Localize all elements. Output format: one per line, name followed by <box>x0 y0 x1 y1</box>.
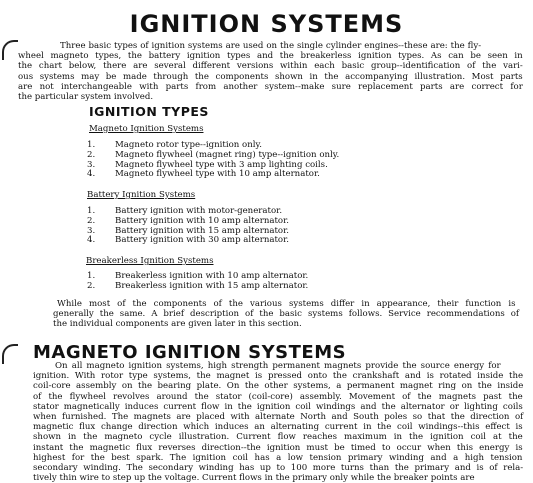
magneto-section-line: secondary winding. The secondary winding has up to 100 more turns than the primary and is of rela- <box>33 463 524 474</box>
list-item-text: Battery ignition with motor-generator. <box>115 206 283 216</box>
list-item-text: Breakerless ignition with 15 amp alternator. <box>115 280 309 291</box>
magneto-section-line: highest for the best spark. The ignition coil has a low tension primary winding and a high tension <box>33 452 523 463</box>
list-item-text: Magneto flywheel type with 3 amp lighting coils. <box>115 159 328 170</box>
list-item-number: 1. <box>87 206 96 216</box>
intro-line: the chart below, there are several different versions within each basic group--identification of the vari- <box>18 61 523 72</box>
magneto-section-line: shown in the magneto cycle illustration. Current flow reaches maximum in the ignition coil at the <box>33 432 523 443</box>
summary-paragraph <box>53 299 519 330</box>
intro-line: the particular system involved. <box>18 92 154 103</box>
magneto-section-line: On all magneto ignition systems, high strength permanent magnets provide the source energy for <box>55 361 501 371</box>
breakerless-list-heading: Breakerless Ignition Systems <box>86 256 214 266</box>
summary-line: the individual components are given later in this section. <box>53 319 302 330</box>
binding-hole-mark <box>2 344 18 364</box>
list-item-text: Magneto rotor type--ignition only. <box>115 140 262 150</box>
magneto-type-item <box>87 170 339 180</box>
summary-line: generally the same. A brief description of the basic systems follows. Service recommendations of <box>53 309 520 320</box>
magneto-section-line: stator magnetically induces current flow in the ignition coil windings and the alternator or lighting coils <box>33 401 523 412</box>
list-item-text: Magneto flywheel type with 10 amp alternator. <box>115 169 320 180</box>
intro-line: Three basic types of ignition systems are used on the single cylinder engines--these are: the fly- <box>60 41 482 51</box>
intro-line: ous systems may be made through the components shown in the accompanying illustration. Most parts <box>18 71 523 82</box>
list-item-number: 1. <box>87 140 96 150</box>
breakerless-types-list <box>87 272 308 292</box>
list-item-number: 3. <box>87 159 96 170</box>
summary-line: While most of the components of the various systems differ in appearance, their function is <box>57 299 516 309</box>
magneto-section-line: tively thin wire to step up the voltage. Current flows in the primary only while the breaker points are <box>33 473 475 483</box>
list-item-number: 2. <box>87 149 96 160</box>
magneto-list-heading: Magneto Ignition Systems <box>89 124 204 134</box>
battery-list-heading: Battery Ignition Systems <box>87 190 196 200</box>
magneto-section-line: when furnished. The magnets are placed with alternate North and South poles so that the direction of <box>33 412 524 423</box>
list-item-number: 4. <box>87 235 96 246</box>
list-item-number: 1. <box>87 271 96 281</box>
list-item-number: 4. <box>87 169 96 180</box>
list-item-number: 2. <box>87 280 96 291</box>
magneto-section-title: MAGNETO IGNITION SYSTEMS <box>33 342 347 363</box>
list-item-number: 3. <box>87 225 96 236</box>
list-item-text: Battery ignition with 15 amp alternator. <box>115 225 289 236</box>
list-item-text: Battery ignition with 30 amp alternator. <box>115 235 289 246</box>
battery-type-item <box>87 236 289 246</box>
list-item-number: 2. <box>87 215 96 226</box>
magneto-section-line: coil-core assembly on the bearing plate. On the other systems, a permanent magnet ring on the inside <box>33 381 524 392</box>
magneto-types-list <box>87 141 339 180</box>
intro-paragraph <box>18 41 523 102</box>
page-title: IGNITION SYSTEMS <box>129 10 404 38</box>
intro-line: are not interchangeable with parts from another system--make sure replacement parts are correct for <box>18 81 523 92</box>
breakerless-type-item <box>87 282 308 292</box>
magneto-section-line: of the flywheel revolves around the stator (coil-core) assembly. Movement of the magnets past the <box>33 391 523 402</box>
list-item-text: Breakerless ignition with 10 amp alternator. <box>115 271 309 281</box>
intro-line: wheel magneto types, the battery ignition types and the breakerless ignition types. As can be seen in <box>18 51 523 62</box>
battery-types-list <box>87 207 289 246</box>
list-item-text: Magneto flywheel (magnet ring) type--ignition only. <box>115 149 340 160</box>
magneto-section-paragraph <box>33 361 523 483</box>
magneto-section-line: magnetic flux change direction which induces an alternating current in the coil windings--this effect is <box>33 422 523 433</box>
binding-hole-mark <box>2 40 18 60</box>
list-item-text: Battery ignition with 10 amp alternator. <box>115 215 289 226</box>
magneto-section-line: ignition. With rotor type systems, the magnet is pressed onto the crankshaft and is rotated inside the <box>33 371 524 382</box>
ignition-types-heading: IGNITION TYPES <box>89 104 209 119</box>
magneto-section-line: instant the magnetic flux reverses direction--the ignition must be timed to occur when this energy is <box>33 442 523 453</box>
